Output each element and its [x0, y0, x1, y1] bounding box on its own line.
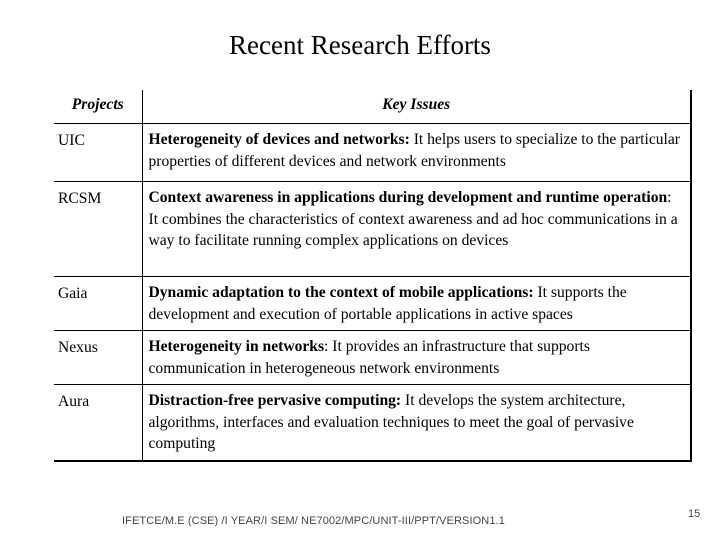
table-row [54, 385, 691, 461]
table-header-row [54, 90, 691, 124]
project-name: UIC [54, 124, 142, 182]
key-issue [142, 124, 691, 182]
issue-text: : It provides an infrastructure that supports communication in heterogeneous network environments [148, 338, 590, 377]
issue-text: It helps users to specialize to the particular properties of different devices and network environments [148, 131, 680, 170]
issue-title: Distraction-free pervasive computing: [148, 392, 402, 409]
key-issue [142, 385, 691, 461]
issue-title: Heterogeneity in networks [148, 338, 325, 355]
issue-title: Context awareness in applications during development and runtime operation [148, 189, 668, 206]
project-name: Aura [54, 385, 142, 461]
project-name: RCSM [54, 182, 142, 277]
page-number: 15 [688, 508, 701, 520]
research-table [54, 90, 692, 462]
project-name: Gaia [54, 277, 142, 331]
project-name: Nexus [54, 331, 142, 385]
key-issue [142, 277, 691, 331]
issue-title: Dynamic adaptation to the context of mobile applications: [148, 284, 534, 301]
key-issue [142, 331, 691, 385]
issue-text: : It combines the characteristics of context awareness and ad hoc communications in a way to facilitate running complex applications on devices [148, 189, 678, 249]
key-issue [142, 182, 691, 277]
issue-text: It develops the system architecture, algorithms, interfaces and evaluation techniques to meet the goal of pervasive computing [148, 392, 634, 452]
table-row [54, 331, 691, 385]
header-key-issues: Key Issues [142, 90, 691, 124]
header-projects: Projects [54, 90, 142, 124]
issue-text: It supports the development and execution of portable applications in active spaces [148, 284, 627, 323]
table-row [54, 277, 691, 331]
issue-title: Heterogeneity of devices and networks: [148, 131, 410, 148]
slide-footer: IFETCE/M.E (CSE) /I YEAR/I SEM/ NE7002/MPC/UNIT-III/PPT/VERSION1.1 [122, 515, 505, 527]
slide-title: Recent Research Efforts [229, 30, 491, 60]
table-row [54, 124, 691, 182]
table-row [54, 182, 691, 277]
